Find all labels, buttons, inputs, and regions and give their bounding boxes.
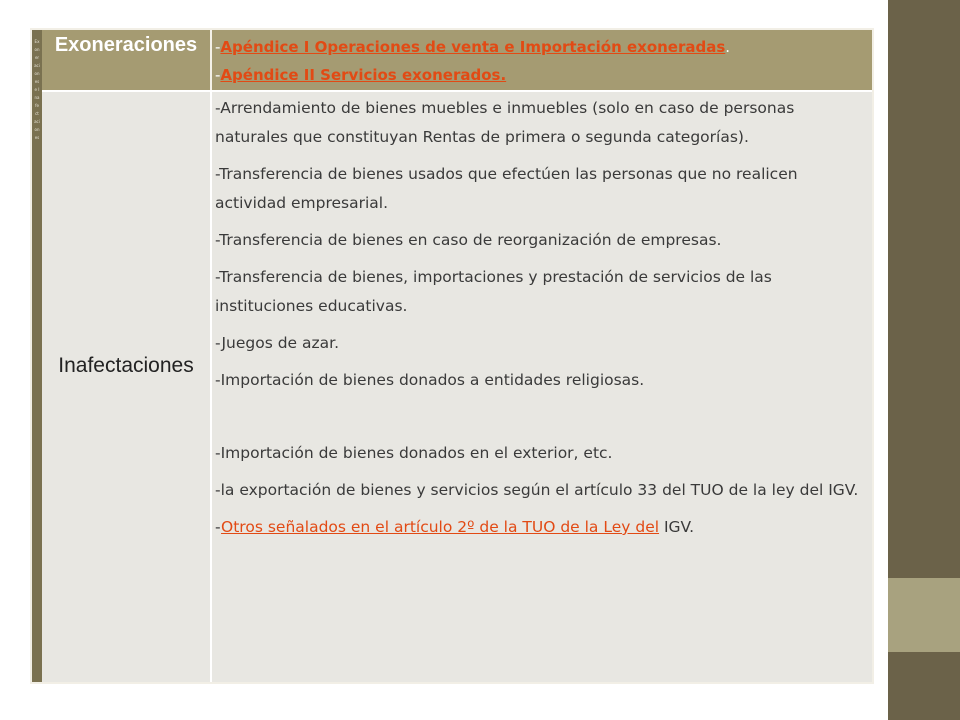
side-strip-text: Exoneraciones e Inafectaciones bbox=[34, 39, 40, 140]
list-item: -Importación de bienes donados en el exterior, etc. bbox=[215, 444, 613, 462]
list-item: -Transferencia de bienes en caso de reorganización de empresas. bbox=[215, 231, 722, 249]
inafectaciones-heading: Inafectaciones bbox=[58, 354, 194, 377]
item-prefix: - bbox=[215, 38, 221, 56]
item-suffix: IGV. bbox=[659, 518, 695, 536]
exoneraciones-heading: Exoneraciones bbox=[54, 34, 198, 56]
list-item: -Importación de bienes donados a entidades religiosas. bbox=[215, 371, 645, 389]
column-divider bbox=[210, 30, 212, 90]
list-item: -Juegos de azar. bbox=[215, 334, 340, 352]
item-prefix: - bbox=[215, 66, 221, 84]
side-decor-accent bbox=[888, 578, 960, 652]
item-prefix: - bbox=[215, 518, 222, 536]
list-item bbox=[215, 61, 865, 89]
exoneraciones-list bbox=[215, 33, 865, 89]
list-item bbox=[215, 513, 863, 542]
column-divider bbox=[210, 92, 212, 682]
list-item bbox=[215, 33, 865, 61]
otros-senalados-link[interactable]: Otros señalados en el artículo 2º de la TUO de la Ley del bbox=[221, 518, 660, 536]
list-item: -Transferencia de bienes usados que efectúen las personas que no realicen actividad empresarial. bbox=[215, 165, 798, 212]
item-suffix: . bbox=[725, 38, 731, 56]
apendice-i-link[interactable]: Apéndice I Operaciones de venta e Importación exoneradas bbox=[220, 38, 726, 56]
inafectaciones-list bbox=[215, 94, 863, 550]
apendice-ii-link[interactable]: Apéndice II Servicios exonerados. bbox=[220, 66, 507, 84]
list-item: -Arrendamiento de bienes muebles e inmuebles (solo en caso de personas naturales que constituyan Rentas de primera o segunda categorías). bbox=[215, 99, 795, 146]
row-divider bbox=[42, 90, 872, 92]
list-item: -Transferencia de bienes, importaciones y prestación de servicios de las instituciones educativas. bbox=[215, 268, 772, 315]
list-item: -la exportación de bienes y servicios según el artículo 33 del TUO de la ley del IGV. bbox=[215, 481, 859, 499]
